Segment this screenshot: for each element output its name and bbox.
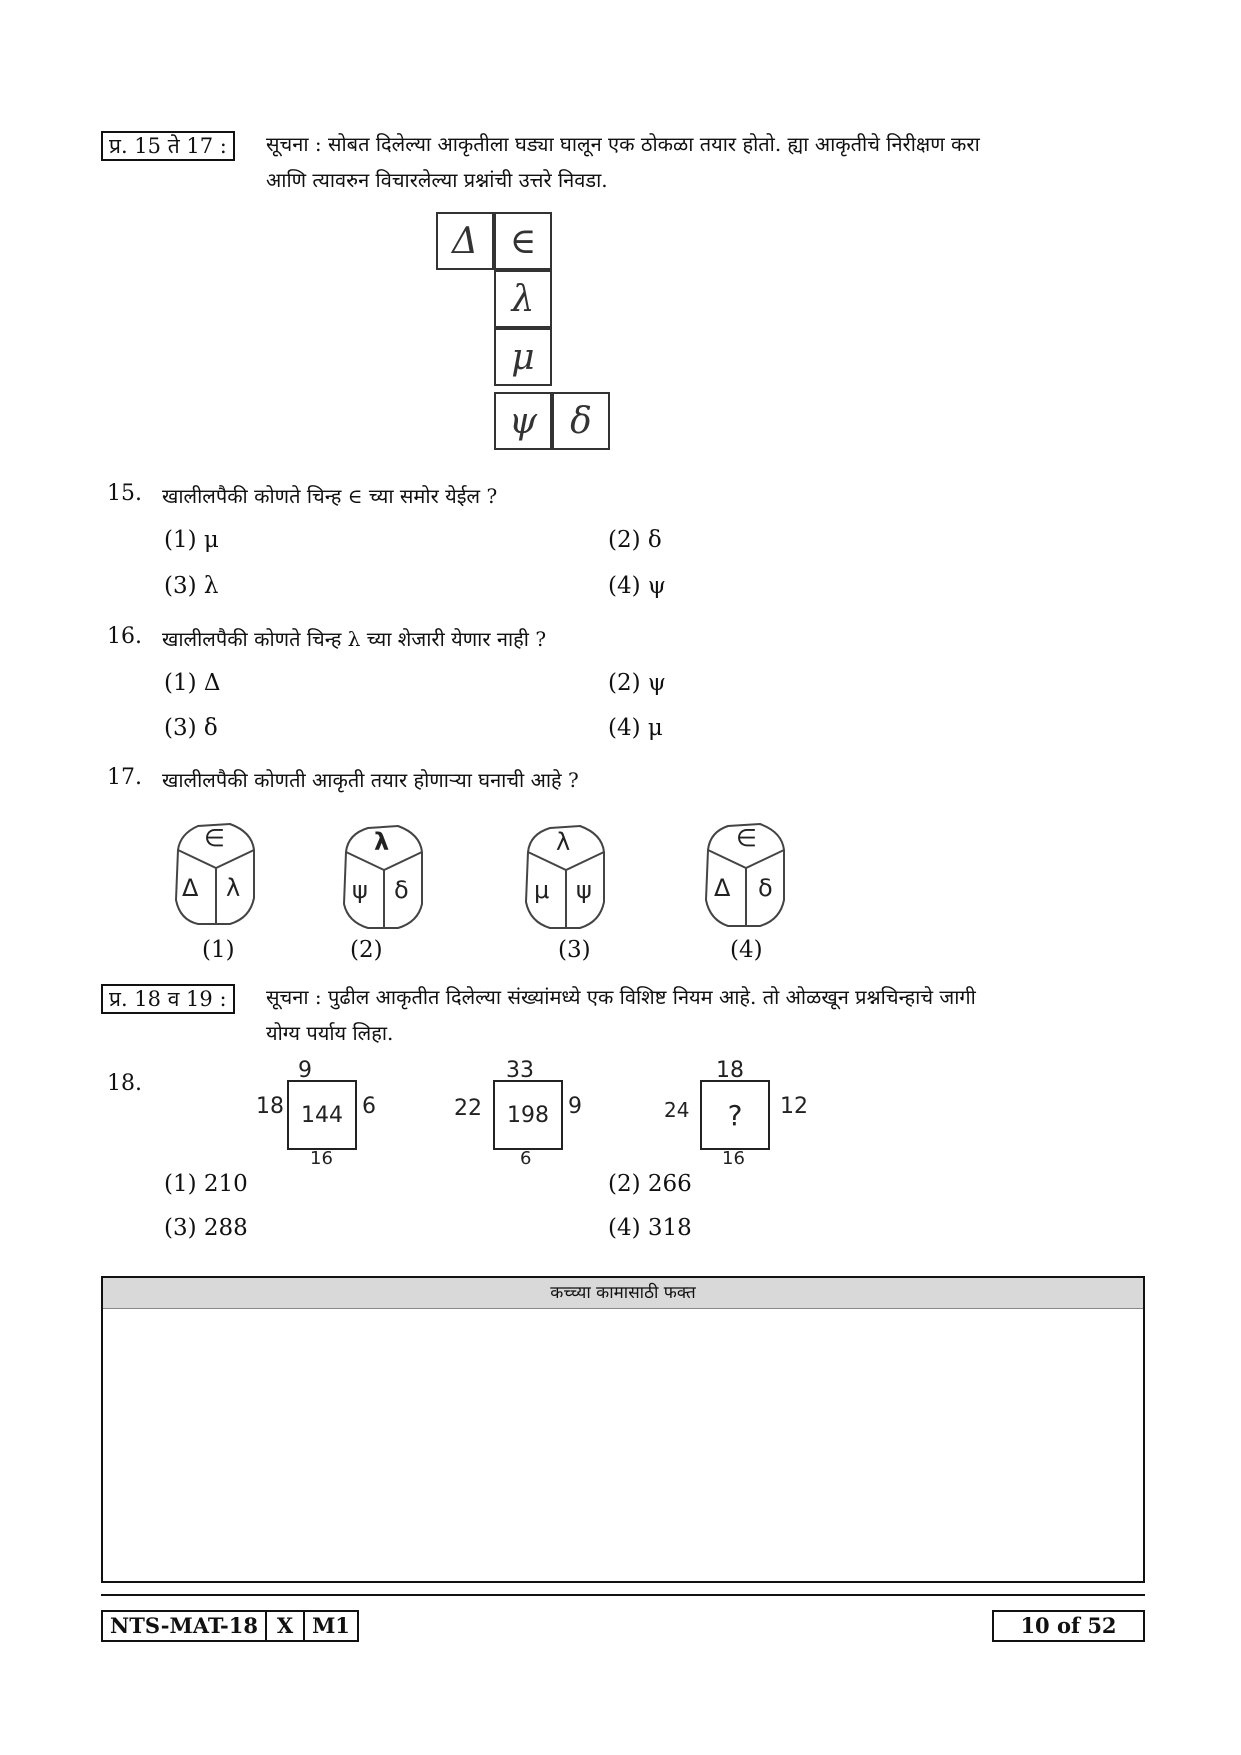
footer-exam-code: NTS-MAT-18 (101, 1610, 267, 1642)
box-right-number: 6 (362, 1094, 376, 1119)
box-center-number: 198 (493, 1080, 563, 1150)
box-left-number: 22 (454, 1096, 482, 1121)
cube-face-left: Δ (714, 874, 731, 902)
net-face: δ (552, 392, 610, 450)
cube-option-2[interactable] (338, 824, 428, 934)
option[interactable]: (3) δ (164, 715, 218, 741)
question-number: 16. (107, 624, 142, 649)
net-face: ψ (494, 392, 552, 450)
box-center-number: 144 (287, 1080, 357, 1150)
option[interactable]: (3) 288 (164, 1215, 248, 1241)
box-right-number: 12 (780, 1094, 808, 1119)
net-face: λ (494, 270, 552, 328)
cube-option-4[interactable] (698, 820, 792, 932)
cube-face-left: ψ (352, 876, 368, 904)
cube-option-1[interactable] (168, 820, 262, 932)
option[interactable]: (1) Δ (164, 670, 221, 696)
question-number: 15. (107, 481, 142, 506)
footer-page-number: 10 of 52 (992, 1610, 1145, 1642)
option[interactable]: (4) ψ (608, 573, 666, 599)
net-face: μ (494, 328, 552, 386)
rough-work-box (101, 1276, 1145, 1583)
cube-face-right: ψ (576, 876, 592, 904)
net-face: ∈ (494, 212, 552, 270)
cube-option-label: (4) (730, 937, 763, 963)
box-right-number: 9 (568, 1094, 582, 1119)
box-top-number: 18 (716, 1058, 744, 1083)
box-left-number: 24 (664, 1098, 690, 1122)
option[interactable]: (4) 318 (608, 1215, 692, 1241)
cube-face-right: λ (226, 874, 241, 902)
section-label-18-19: प्र. 18 व 19 : (101, 984, 235, 1014)
cube-option-label: (3) (558, 937, 591, 963)
cube-face-top: λ (556, 828, 571, 856)
footer-class: X (265, 1610, 305, 1642)
box-left-number: 18 (256, 1094, 284, 1119)
box-top-number: 9 (298, 1058, 312, 1083)
option[interactable]: (3) λ (164, 573, 219, 599)
cube-face-top: ∈ (736, 824, 757, 852)
box-top-number: 33 (506, 1058, 534, 1083)
rough-work-title: कच्च्या कामासाठी फक्त (103, 1278, 1143, 1309)
question-text: खालीलपैकी कोणती आकृती तयार होणाऱ्या घनाची आहे ? (162, 768, 579, 792)
option[interactable]: (2) ψ (608, 670, 666, 696)
cube-option-label: (2) (350, 937, 383, 963)
instruction-line: सूचना : पुढील आकृतीत दिलेल्या संख्यांमध्ये एक विशिष्ट नियम आहे. तो ओळखून प्रश्नचिन्हाचे जागी (266, 985, 976, 1009)
cube-face-left: μ (534, 876, 550, 904)
cube-face-right: δ (758, 874, 773, 902)
cube-net (436, 212, 616, 462)
option[interactable]: (2) δ (608, 527, 662, 553)
question-text: खालीलपैकी कोणते चिन्ह ∈ च्या समोर येईल ? (162, 484, 498, 508)
section-instruction-15-17 (266, 126, 1146, 198)
instruction-line: आणि त्यावरुन विचारलेल्या प्रश्नांची उत्तरे निवडा. (266, 168, 608, 192)
cube-face-right: δ (394, 876, 409, 904)
option[interactable]: (2) 266 (608, 1171, 692, 1197)
footer-divider (101, 1594, 1145, 1596)
cube-face-top: λ (374, 828, 390, 856)
box-center-number: ? (700, 1080, 770, 1150)
section-instruction-18-19 (266, 979, 1146, 1051)
cube-option-3[interactable] (520, 822, 610, 934)
option[interactable]: (4) μ (608, 715, 663, 741)
question-number: 17. (107, 765, 142, 790)
net-face: Δ (436, 212, 494, 270)
box-bottom-number: 16 (310, 1148, 333, 1169)
cube-face-left: Δ (182, 874, 199, 902)
cube-option-label: (1) (202, 937, 235, 963)
section-label-15-17: प्र. 15 ते 17 : (101, 131, 235, 161)
instruction-line: योग्य पर्याय लिहा. (266, 1021, 394, 1045)
number-puzzle (250, 1058, 820, 1168)
option[interactable]: (1) μ (164, 527, 219, 553)
footer-medium: M1 (303, 1610, 359, 1642)
question-number: 18. (107, 1071, 142, 1096)
cube-options (168, 820, 828, 970)
question-text: खालीलपैकी कोणते चिन्ह λ च्या शेजारी येणार नाही ? (162, 627, 547, 651)
option[interactable]: (1) 210 (164, 1171, 248, 1197)
box-bottom-number: 16 (722, 1148, 745, 1169)
cube-face-top: ∈ (204, 824, 225, 852)
instruction-line: सूचना : सोबत दिलेल्या आकृतीला घड्या घालून एक ठोकळा तयार होतो. ह्या आकृतीचे निरीक्षण करा (266, 132, 980, 156)
box-bottom-number: 6 (520, 1148, 532, 1169)
